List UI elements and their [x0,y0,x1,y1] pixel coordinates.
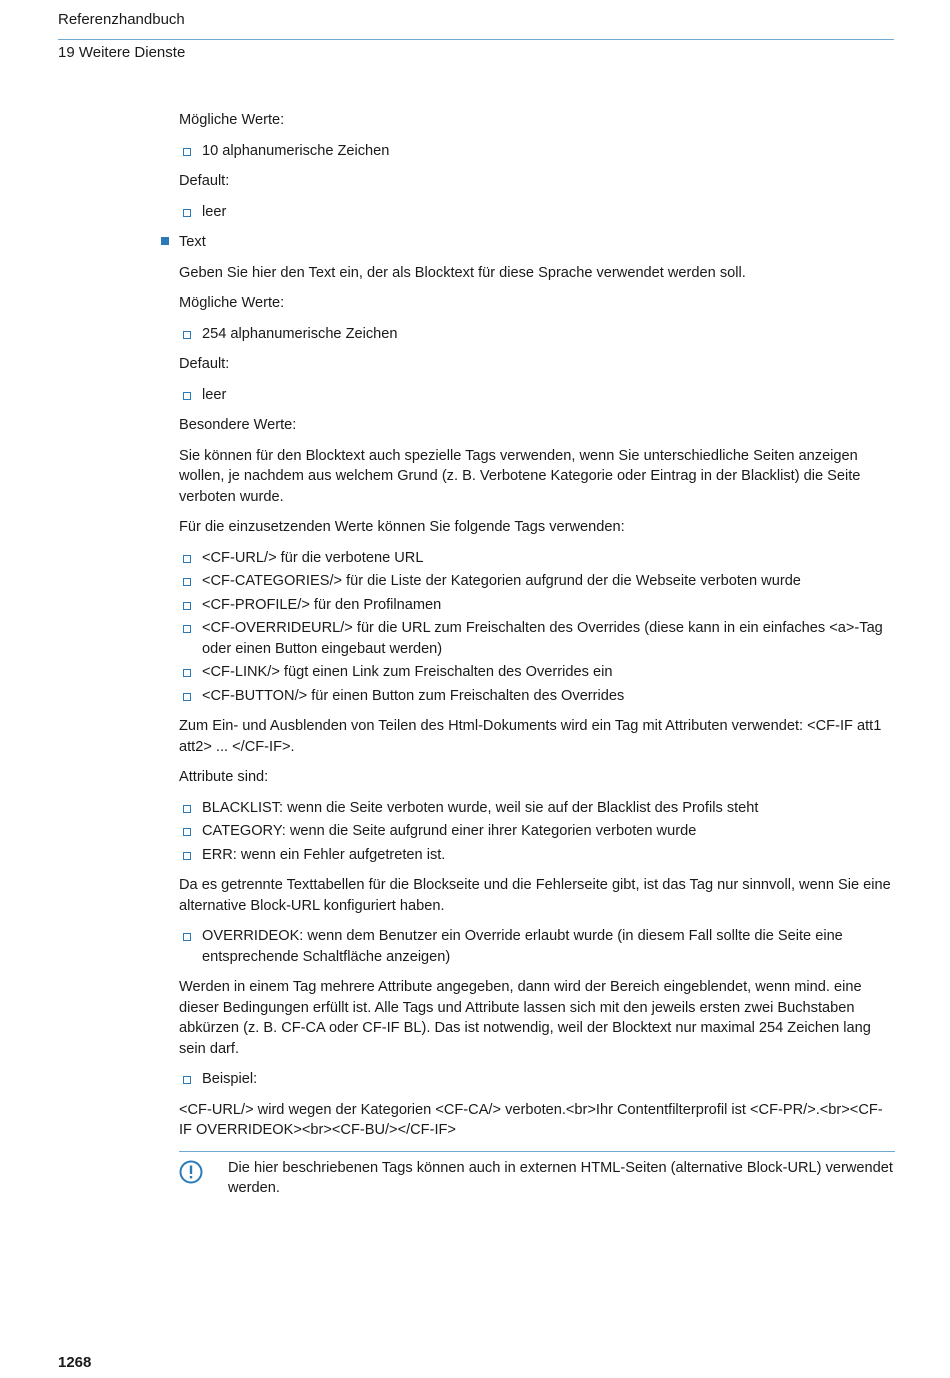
square-bullet-icon [183,392,191,400]
paragraph: Mögliche Werte: [179,295,285,311]
paragraph: Da es getrennte Texttabellen für die Blockseite und die Fehlerseite gibt, ist das Tag nur sinnvoll, wenn Sie eine alternative Block-URL konfiguriert haben. [179,877,891,914]
square-bullet-icon [183,828,191,836]
list-item-text: <CF-PROFILE/> für den Profilnamen [202,596,442,613]
value-list [179,324,895,345]
square-bullet-icon [183,625,191,633]
paragraph: Default: [179,173,230,189]
paragraph: Geben Sie hier den Text ein, der als Blocktext für diese Sprache verwendet werden soll. [179,264,746,281]
parameter-item-text [179,232,895,253]
list-item [179,821,895,842]
filled-square-bullet-icon [161,237,169,245]
square-bullet-icon [183,805,191,813]
list-item-text: leer [202,386,227,403]
square-bullet-icon [183,578,191,586]
square-bullet-icon [183,933,191,941]
square-bullet-icon [183,555,191,563]
list-item [179,202,895,223]
list-item [179,662,895,683]
list-item [179,385,895,406]
list-item-text: <CF-BUTTON/> für einen Button zum Freischalten des Overrides [202,687,625,704]
running-header-title: Referenzhandbuch [58,11,185,28]
default-list [179,385,895,406]
square-bullet-icon [183,148,191,156]
default-list [179,202,895,223]
running-header-chapter: 19 Weitere Dienste [58,44,186,61]
example-code: <CF-URL/> wird wegen der Kategorien <CF-CA/> verboten.<br>Ihr Contentfilterprofil ist <CF-PR/>.<br><CF-IF OVERRIDEOK><br><CF-BU/></CF-IF> [179,1101,883,1138]
page-number: 1268 [58,1354,92,1371]
list-item-text: <CF-LINK/> fügt einen Link zum Freischalten des Overrides ein [202,664,613,680]
list-item-text: OVERRIDEOK: wenn dem Benutzer ein Override erlaubt wurde (in diesem Fall sollte die Seite eine entsprechende Schaltfläche anzeigen) [202,928,843,965]
list-item [179,686,895,707]
list-item-text: BLACKLIST: wenn die Seite verboten wurde, weil sie auf der Blacklist des Profils steht [202,799,759,816]
square-bullet-icon [183,852,191,860]
header-rule [58,39,894,40]
list-item-text: leer [202,203,227,220]
paragraph: Attribute sind: [179,769,269,785]
square-bullet-icon [183,1076,191,1084]
note-text: Die hier beschriebenen Tags können auch in externen HTML-Seiten (alternative Block-URL) verwendet werden. [228,1159,893,1196]
attribute-list [179,926,895,967]
value-list [179,141,895,162]
square-bullet-icon [183,693,191,701]
example-list [179,1069,895,1090]
info-exclamation-icon [179,1160,203,1184]
list-item-text: Beispiel: [202,1071,258,1087]
list-item-text: 10 alphanumerische Zeichen [202,142,390,159]
list-item [179,798,895,819]
list-item-text: CATEGORY: wenn die Seite aufgrund einer ihrer Kategorien verboten wurde [202,823,697,839]
square-bullet-icon [183,209,191,217]
paragraph: Zum Ein- und Ausblenden von Teilen des Html-Dokuments wird ein Tag mit Attributen verwendet: <CF-IF att1 att2> ... </CF-IF>. [179,718,882,755]
list-item [179,926,895,967]
paragraph: Besondere Werte: [179,417,297,433]
square-bullet-icon [183,602,191,610]
parameter-label: Text [179,234,206,250]
list-item-text: 254 alphanumerische Zeichen [202,325,398,342]
paragraph: Werden in einem Tag mehrere Attribute angegeben, dann wird der Bereich eingeblendet, wenn mind. eine dieser Bedingungen erfüllt ist. Alle Tags und Attribute lassen sich mit den jeweils ersten zwei Buchstaben abkürzen (z. B. CF-CA oder CF-IF BL). Das ist notwendig, weil der Blocktext nur maximal 254 Zeichen lang sein darf. [179,979,871,1057]
list-item [179,595,895,616]
paragraph: Sie können für den Blocktext auch spezielle Tags verwenden, wenn Sie unterschiedliche Seiten anzeigen wollen, je nachdem aus welchem Grund (z. B. Verbotene Kategorie oder Eintrag in der Blacklist) die Seite verboten wurde. [179,447,861,505]
paragraph: Für die einzusetzenden Werte können Sie folgende Tags verwenden: [179,519,625,535]
list-item [179,141,895,162]
list-item-text: ERR: wenn ein Fehler aufgetreten ist. [202,846,446,863]
page-content [179,110,895,1199]
list-item [179,845,895,866]
paragraph: Default: [179,356,230,372]
list-item-text: <CF-CATEGORIES/> für die Liste der Kategorien aufgrund der die Webseite verboten wurde [202,573,801,589]
list-item-text: <CF-URL/> für die verbotene URL [202,549,424,566]
note-box [179,1151,895,1199]
list-item [179,618,895,659]
list-item [179,324,895,345]
paragraph: Mögliche Werte: [179,112,285,128]
tag-list [179,548,895,707]
list-item [179,548,895,569]
square-bullet-icon [183,669,191,677]
attribute-list [179,798,895,866]
list-item-text: <CF-OVERRIDEURL/> für die URL zum Freischalten des Overrides (diese kann in ein einfaches <a>-Tag oder einen Button eingebaut werden) [202,620,883,657]
square-bullet-icon [183,331,191,339]
list-item [179,571,895,592]
list-item [179,1069,895,1090]
